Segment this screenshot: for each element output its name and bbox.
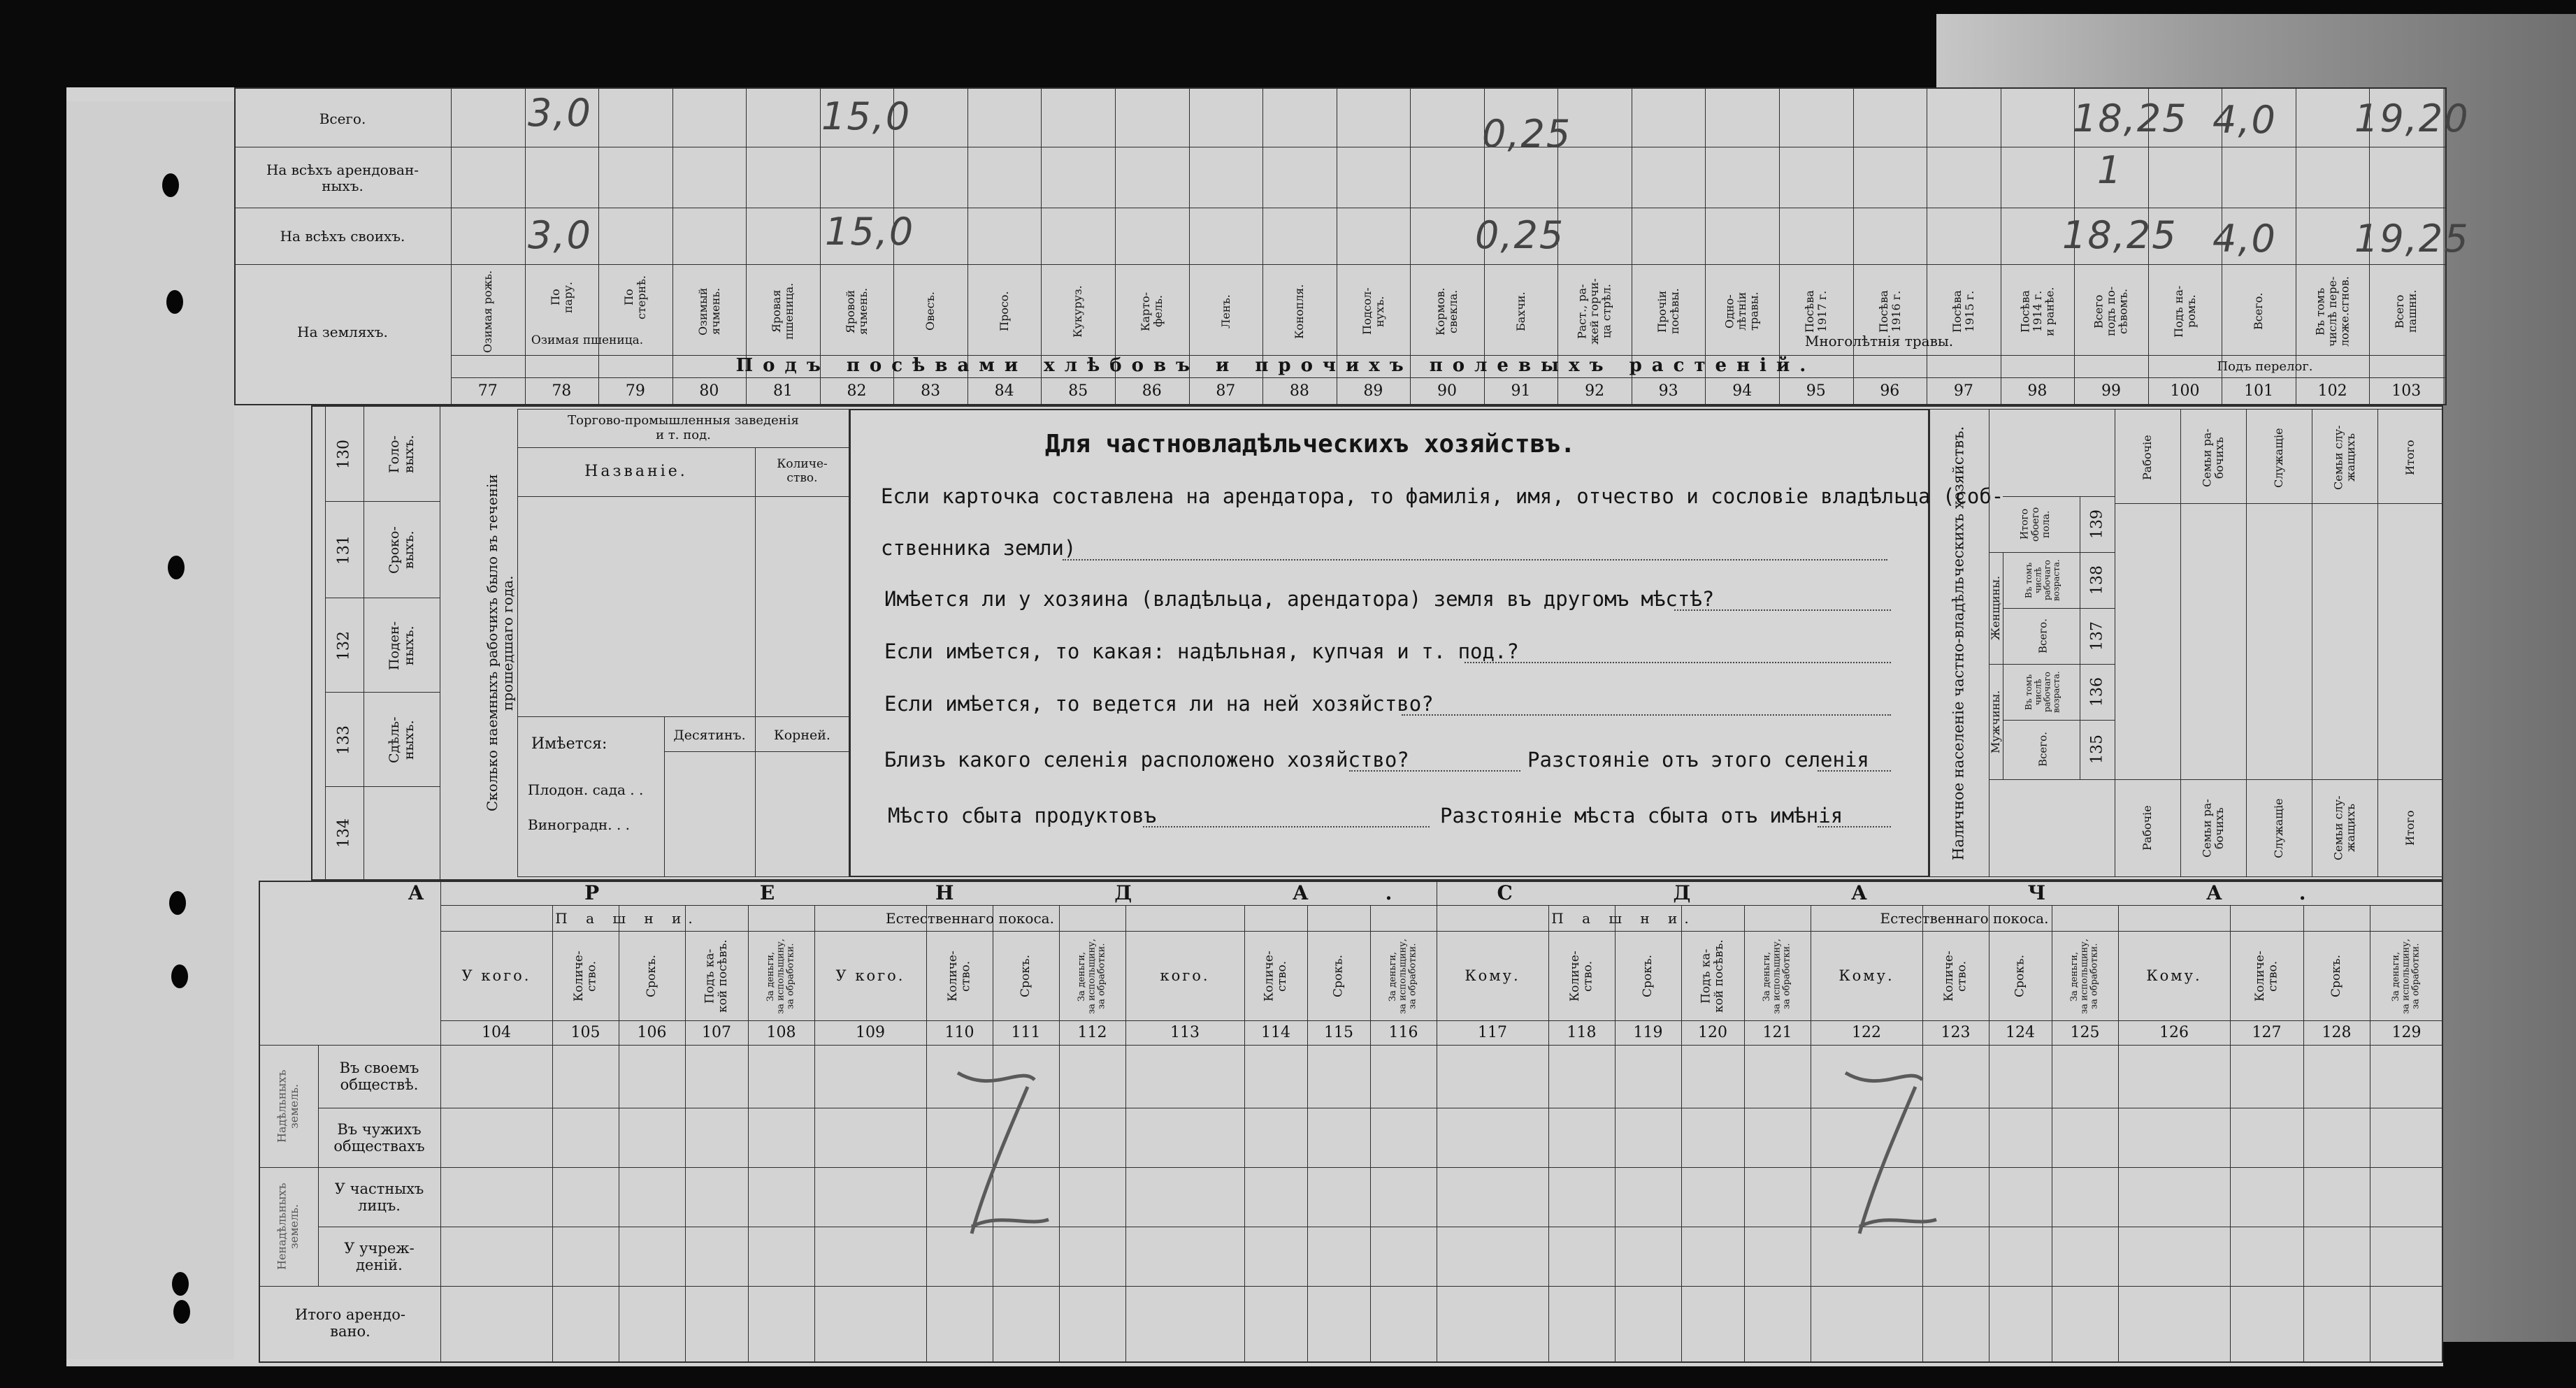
owner-question-line2: ственника земли) <box>881 536 1077 560</box>
col-num-102: 102 <box>2317 382 2347 400</box>
hw-rented: 1 <box>2097 148 2123 192</box>
own-community-label: Въ своемъ обществѣ. <box>339 1059 419 1093</box>
fill-line <box>1063 559 1887 561</box>
fallow-header: Подъ перелог. <box>2217 359 2313 374</box>
left-margin <box>66 101 234 1359</box>
column-divider <box>685 905 686 1363</box>
punch-hole <box>162 173 179 197</box>
term-workers-label: Сроко- выхъ. <box>387 526 417 574</box>
lease-header: Срокъ. <box>2329 955 2344 998</box>
crop-header-85: Кукуруз. <box>1071 285 1085 338</box>
col-num-99: 99 <box>2101 382 2121 400</box>
col-num-105: 105 <box>570 1024 600 1042</box>
punch-hole <box>169 891 186 915</box>
col-num-123: 123 <box>1941 1024 1971 1042</box>
col-num-112: 112 <box>1077 1024 1107 1042</box>
col-num-127: 127 <box>2252 1024 2282 1042</box>
vineyard-label: Виноградн. . . <box>528 816 631 833</box>
col-num-131: 131 <box>335 535 353 565</box>
fill-line <box>1818 826 1891 827</box>
pop-footer: Семьи ра- бочихъ <box>2200 799 2226 858</box>
column-divider <box>2230 905 2231 1363</box>
column-divider <box>552 905 553 1363</box>
col-num-135: 135 <box>2088 735 2106 765</box>
men-working-label: Въ томъ числѣ рабочаго возраста. <box>2024 671 2061 713</box>
crop-header-84: Просо. <box>997 291 1011 332</box>
crop-header-102: Въ томъ числѣ пере- ложе.сгнов. <box>2313 276 2352 347</box>
crop-header-98: Посѣва 1914 г. и ранѣе. <box>2018 287 2057 336</box>
orchard-label: Плодон. сада . . <box>528 781 644 798</box>
col-num-119: 119 <box>1633 1024 1663 1042</box>
fill-line <box>1143 826 1430 827</box>
lease-header: За деньги, за испольщину, за обработки. <box>765 939 796 1014</box>
divider <box>1989 664 2115 665</box>
village-distance-label: Разстояніе отъ этого селенія <box>1527 748 1869 772</box>
column-divider <box>2377 409 2378 877</box>
non-allotment-lands-label: Ненадѣльныхъ земель. <box>275 1183 301 1271</box>
cross-out-mark <box>930 1052 1070 1248</box>
lease-header: Количе- ство. <box>1567 950 1595 1002</box>
divider <box>1989 779 2115 780</box>
lease-header: Количе- ство. <box>945 950 973 1002</box>
col-num-80: 80 <box>699 382 719 400</box>
col-num-108: 108 <box>766 1024 796 1042</box>
col-num-128: 128 <box>2322 1024 2352 1042</box>
trade-qty-header: Количе- ство. <box>777 457 828 485</box>
col-num-107: 107 <box>702 1024 731 1042</box>
winter-wheat-header: Озимая пшеница. <box>531 333 644 348</box>
crop-header-103: Всего пашни. <box>2393 289 2419 333</box>
crop-header-93: Прочіи посѣвы. <box>1655 288 1681 335</box>
lease-header: Срокъ. <box>1019 955 1033 998</box>
column-divider <box>1244 905 1245 1363</box>
lease-header: За деньги, за испольщину, за обработки. <box>2391 939 2422 1014</box>
hw-total-1: 3,0 <box>528 91 592 135</box>
col-num-78: 78 <box>552 382 572 400</box>
col-num-120: 120 <box>1698 1024 1727 1042</box>
col-num-122: 122 <box>1852 1024 1881 1042</box>
col-num-93: 93 <box>1658 382 1678 400</box>
divider <box>234 264 2447 265</box>
hw-own-2: 15,0 <box>825 210 915 254</box>
women-label: Женщины. <box>1989 575 2003 641</box>
col-num-121: 121 <box>1762 1024 1792 1042</box>
market-distance-label: Разстояніе мѣста сбыта отъ имѣнія <box>1440 804 1843 827</box>
institutions-label: У учреж- деній. <box>344 1239 415 1273</box>
crop-header-86: Карто- фель. <box>1139 291 1165 331</box>
pop-footer: Итого <box>2403 810 2417 846</box>
hw-own-1: 3,0 <box>528 213 592 257</box>
private-persons-label: У частныхъ лицъ. <box>334 1180 424 1214</box>
col-num-82: 82 <box>847 382 867 400</box>
col-num-97: 97 <box>1953 382 1973 400</box>
arable-out-header: П а ш н и. <box>1551 909 1696 927</box>
fill-line <box>1674 609 1891 611</box>
crop-header-94: Одно- лѣтніи травы. <box>1722 291 1761 331</box>
hw-total-2: 15,0 <box>821 94 912 138</box>
perennial-grass-header: Многолѣтнія травы. <box>1804 332 1954 349</box>
fill-line <box>1349 770 1520 772</box>
column-divider <box>1548 905 1549 1363</box>
col-num-100: 100 <box>2170 382 2200 400</box>
pop-footer: Служащіе <box>2272 798 2286 858</box>
col-num-77: 77 <box>477 382 498 400</box>
row-label-rented: На всѣхъ арендован- ныхъ. <box>266 161 419 194</box>
divider <box>755 716 756 877</box>
hired-workers-question: Сколько наемныхъ рабочихъ было въ теченіи прошедшаго года. <box>484 474 516 812</box>
divider <box>755 447 756 716</box>
lease-header: Срокъ. <box>645 955 659 998</box>
hw-own-5: 4,0 <box>2212 217 2277 261</box>
lease-header: За деньги, за испольщину, за обработки. <box>1077 939 1107 1014</box>
col-num-103: 103 <box>2391 382 2422 400</box>
lease-header: У кого. <box>835 967 905 984</box>
desyatin-header: Десятинъ. <box>673 727 746 743</box>
total-leased-label: Итого арендо- вано. <box>295 1306 405 1340</box>
row-label-lands: На земляхъ. <box>297 323 388 340</box>
lease-header: Количе- ство. <box>1262 950 1289 1002</box>
divider <box>517 716 849 717</box>
arable-header: П а ш н и. <box>555 909 700 927</box>
divider <box>259 1167 2443 1168</box>
divider <box>440 905 2443 906</box>
daily-workers-label: Голо- выхъ. <box>387 435 417 474</box>
col-num-113: 113 <box>1170 1024 1200 1042</box>
owner-question-line1: Если карточка составлена на арендатора, то фамилія, имя, отчество и сословіе владѣльца (соб- <box>881 484 2004 508</box>
col-num-92: 92 <box>1585 382 1605 400</box>
hw-own-3: 0,25 <box>1475 213 1565 257</box>
hay-header: Естественнаго покоса. <box>886 909 1054 927</box>
men-total-label: Всего. <box>2036 732 2050 767</box>
farming-question: Если имѣется, то ведется ли на ней хозяйство? <box>884 692 1434 716</box>
col-num-94: 94 <box>1732 382 1753 400</box>
lease-header: За деньги, за испольщину, за обработки. <box>1388 939 1418 1014</box>
lease-header: Срокъ. <box>1331 955 1346 998</box>
column-divider <box>1744 905 1745 1363</box>
divider <box>325 692 440 693</box>
divider <box>517 496 849 497</box>
col-num-91: 91 <box>1511 382 1531 400</box>
piece-workers-label: Сдѣль- ныхъ. <box>387 716 417 764</box>
crop-header-101: Всего. <box>2252 292 2266 331</box>
col-num-134: 134 <box>335 818 353 848</box>
lease-out-title: С Д А Ч А. <box>1497 881 2383 904</box>
hay-out-header: Естественнаго покоса. <box>1880 909 2049 927</box>
col-num-118: 118 <box>1567 1024 1597 1042</box>
col-num-90: 90 <box>1437 382 1457 400</box>
both-sexes-label: Итого обоего пола. <box>2019 507 2052 542</box>
divider <box>2115 503 2443 504</box>
col-num-101: 101 <box>2244 382 2274 400</box>
women-working-label: Въ томъ числѣ рабочаго возраста. <box>2024 559 2061 601</box>
lease-header: кого. <box>1160 967 1210 984</box>
column-divider <box>1307 905 1308 1363</box>
crop-header-79: По стернѣ. <box>622 275 648 319</box>
divider <box>259 1045 2443 1046</box>
col-num-81: 81 <box>772 382 793 400</box>
punch-hole <box>173 1300 190 1324</box>
divider <box>1989 552 2115 553</box>
crop-header-97: Посѣва 1915 г. <box>1950 290 1976 333</box>
col-num-95: 95 <box>1806 382 1826 400</box>
crop-header-87: Ленъ. <box>1218 294 1232 328</box>
divider <box>2115 779 2443 780</box>
lease-header: Срокъ. <box>2013 955 2027 998</box>
lease-header: У кого. <box>461 967 531 984</box>
col-num-130: 130 <box>335 440 353 469</box>
crop-header-91: Бахчи. <box>1513 291 1527 331</box>
crop-header-77: Озимая рожь. <box>480 270 494 353</box>
has-label: Имѣется: <box>531 735 607 753</box>
lease-header: Кому. <box>1465 967 1520 984</box>
divider <box>451 377 2447 378</box>
crop-header-82: Яровой ячмень. <box>843 287 870 335</box>
punch-hole <box>171 964 188 988</box>
col-num-132: 132 <box>335 631 353 660</box>
col-num-138: 138 <box>2088 565 2106 595</box>
pop-header: Семьи ра- бочихъ <box>2200 428 2226 487</box>
hw-total-6: 19,20 <box>2354 96 2470 140</box>
punch-hole <box>172 1272 189 1296</box>
column-divider <box>1370 905 1371 1363</box>
lease-header: Количе- ство. <box>1941 950 1969 1002</box>
lease-header: Кому. <box>1839 967 1894 984</box>
col-num-85: 85 <box>1068 382 1088 400</box>
crop-header-95: Посѣва 1917 г. <box>1803 290 1829 333</box>
row-label-total: Всего. <box>319 110 366 127</box>
allotment-lands-label: Надѣльныхъ земель. <box>275 1069 301 1143</box>
column-divider <box>2180 409 2181 877</box>
divider <box>325 501 440 502</box>
crop-header-99: Всего подъ по- сѣвомъ. <box>2092 286 2130 337</box>
column-divider <box>1681 905 1682 1363</box>
day-workers-label: Поден- ныхъ. <box>387 621 417 671</box>
col-num-136: 136 <box>2088 677 2106 707</box>
lease-header: Подъ ка- кой посѣвъ. <box>703 939 730 1013</box>
fill-line <box>1402 714 1891 716</box>
col-num-111: 111 <box>1011 1024 1041 1042</box>
lease-header: За деньги, за испольщину, за обработки. <box>2069 939 2100 1014</box>
divider <box>325 786 440 787</box>
hw-own-6: 19,25 <box>2354 217 2470 261</box>
col-num-126: 126 <box>2159 1024 2189 1042</box>
hw-own-4: 18,25 <box>2062 213 2178 257</box>
fill-line <box>1465 662 1891 663</box>
col-num-137: 137 <box>2088 621 2106 651</box>
col-num-87: 87 <box>1216 382 1236 400</box>
lease-header: За деньги, за испольщину, за обработки. <box>1762 939 1792 1014</box>
col-num-83: 83 <box>921 382 941 400</box>
col-num-125: 125 <box>2070 1024 2100 1042</box>
hw-total-5: 4,0 <box>2212 98 2277 142</box>
divider <box>2003 608 2115 609</box>
divider <box>664 716 665 877</box>
col-num-79: 79 <box>625 382 645 400</box>
col-num-116: 116 <box>1388 1024 1418 1042</box>
crop-header-89: Подсол- нухъ. <box>1360 287 1386 335</box>
crops-band-title: Подъ посѣвами хлѣбовъ и прочихъ полевыхъ растеній. <box>735 355 1816 377</box>
pop-footer: Семьи слу- жащихъ <box>2331 795 2357 861</box>
trade-name-header: Названіе. <box>584 463 688 481</box>
fill-line <box>1818 770 1891 772</box>
col-num-114: 114 <box>1261 1024 1290 1042</box>
crop-header-81: Яровая пшеница. <box>770 282 796 340</box>
row-label-own: На всѣхъ своихъ. <box>280 227 405 245</box>
col-num-89: 89 <box>1363 382 1383 400</box>
crop-header-92: Раст., ра- жей горчи- ца стрѣл. <box>1575 278 1613 345</box>
col-num-109: 109 <box>856 1024 885 1042</box>
divider <box>517 447 849 448</box>
col-num-115: 115 <box>1324 1024 1353 1042</box>
col-num-133: 133 <box>335 725 353 755</box>
pop-header: Семьи слу- жащихъ <box>2331 425 2357 491</box>
col-num-96: 96 <box>1880 382 1900 400</box>
pop-header: Служащіе <box>2272 428 2286 488</box>
land-type-question: Если имѣется, то какая: надѣльная, купчая и т. под.? <box>884 639 1519 663</box>
col-num-84: 84 <box>994 382 1014 400</box>
near-village-question: Близъ какого селенія расположено хозяйство? <box>884 748 1409 772</box>
column-divider <box>926 905 927 1363</box>
lease-in-title: А Р Е Н Д А. <box>408 881 1469 904</box>
col-num-86: 86 <box>1142 382 1162 400</box>
crop-header-80: Озимый ячмень. <box>696 287 722 335</box>
lease-header: Срокъ. <box>1641 955 1655 998</box>
crop-header-88: Конопля. <box>1293 284 1307 339</box>
market-question: Мѣсто сбыта продуктовъ <box>888 804 1157 827</box>
divider <box>2003 496 2115 497</box>
pop-header: Рабочіе <box>2140 435 2154 481</box>
other-community-label: Въ чужихъ обществахъ <box>333 1120 425 1155</box>
private-farms-title: Для частновладѣльческихъ хозяйствъ. <box>1045 430 1576 458</box>
crop-header-78: По пару. <box>548 282 575 313</box>
lease-header: Количе- ство. <box>2252 950 2280 1002</box>
roots-header: Корней. <box>774 727 830 743</box>
col-num-117: 117 <box>1478 1024 1507 1042</box>
pop-footer: Рабочіе <box>2140 805 2154 851</box>
col-num-106: 106 <box>637 1024 667 1042</box>
column-divider <box>2303 905 2304 1363</box>
women-total-label: Всего. <box>2036 619 2050 653</box>
crop-header-90: Кормов. свекла. <box>1434 287 1460 335</box>
column-divider <box>1615 905 1616 1363</box>
crop-header-96: Посѣва 1916 г. <box>1876 290 1903 333</box>
col-num-98: 98 <box>2027 382 2048 400</box>
crop-header-100: Подъ на- ромъ. <box>2171 285 2198 338</box>
divider <box>440 931 2443 932</box>
punch-hole <box>168 556 185 579</box>
column-divider <box>748 905 749 1363</box>
divider <box>2003 720 2115 721</box>
lease-header: Подъ ка- кой посѣвъ. <box>1699 939 1726 1013</box>
population-title: Наличное населеніе частно-владѣльческихъ хозяйствъ. <box>1950 426 1967 860</box>
punch-hole <box>166 290 183 314</box>
col-num-139: 139 <box>2088 509 2106 539</box>
divider <box>259 1286 2443 1287</box>
column-divider <box>451 87 452 405</box>
col-num-88: 88 <box>1289 382 1309 400</box>
divider <box>664 751 849 752</box>
col-num-110: 110 <box>944 1024 974 1042</box>
hw-total-3: 0,25 <box>1482 112 1572 156</box>
col-num-129: 129 <box>2391 1024 2422 1042</box>
divider <box>440 1020 2443 1021</box>
cross-out-mark <box>1818 1052 1957 1248</box>
other-land-question: Имѣется ли у хозяина (владѣльца, арендатора) земля въ другомъ мѣстѣ? <box>884 587 1715 611</box>
crop-header-83: Овесъ. <box>923 291 937 331</box>
hw-total-4: 18,25 <box>2073 96 2188 140</box>
col-num-124: 124 <box>2006 1024 2035 1042</box>
pop-header: Итого <box>2403 440 2417 476</box>
men-label: Мужчины. <box>1989 690 2003 753</box>
column-divider <box>2246 409 2247 877</box>
trade-title: Торгово-промышленныя заведенія и т. под. <box>568 413 799 442</box>
lease-header: Кому. <box>2146 967 2202 984</box>
col-num-104: 104 <box>482 1024 511 1042</box>
lease-header: Количе- ство. <box>571 950 599 1002</box>
